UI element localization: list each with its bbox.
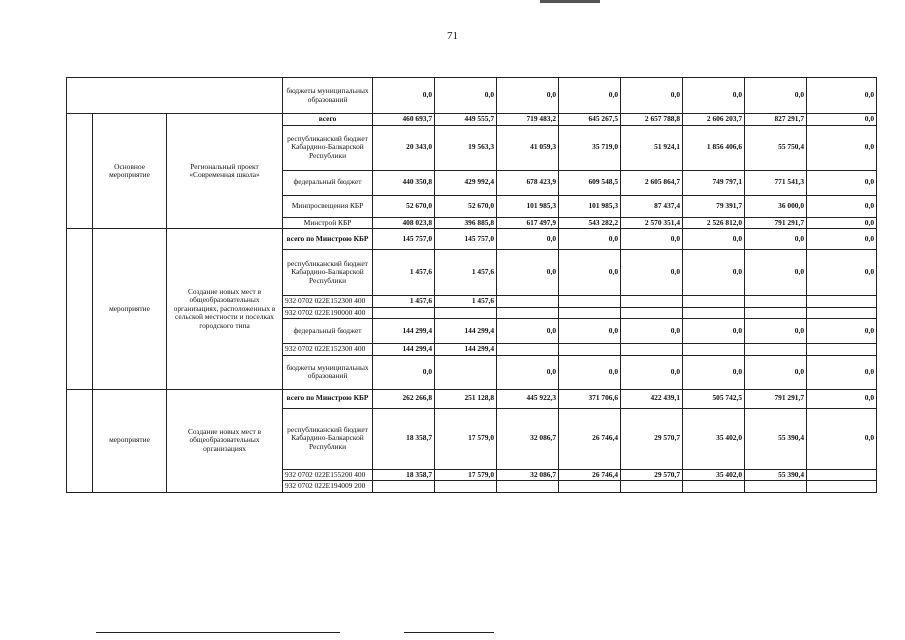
amount-cell: 422 439,1 xyxy=(621,389,683,408)
amount-cell: 0,0 xyxy=(373,78,435,114)
budget-table xyxy=(66,77,877,493)
amount-cell xyxy=(435,355,497,389)
amount-cell xyxy=(807,469,877,481)
amount-cell: 41 059,3 xyxy=(497,125,559,170)
amount-cell xyxy=(745,296,807,308)
amount-cell: 0,0 xyxy=(745,319,807,344)
amount-cell: 55 750,4 xyxy=(745,125,807,170)
amount-cell: 52 670,0 xyxy=(373,195,435,217)
amount-cell: 0,0 xyxy=(807,355,877,389)
amount-cell: 2 605 864,7 xyxy=(621,170,683,195)
budget-code: 932 0702 022E190000 400 xyxy=(283,307,373,319)
amount-cell: 2 657 788,8 xyxy=(621,114,683,126)
amount-cell: 18 358,7 xyxy=(373,408,435,469)
amount-cell: 609 548,5 xyxy=(559,170,621,195)
amount-cell: 0,0 xyxy=(621,355,683,389)
top-edge-mark xyxy=(540,0,600,3)
amount-cell: 35 402,0 xyxy=(683,469,745,481)
amount-cell: 55 390,4 xyxy=(745,469,807,481)
amount-cell: 251 128,8 xyxy=(435,389,497,408)
amount-cell xyxy=(497,307,559,319)
amount-cell: 19 563,3 xyxy=(435,125,497,170)
amount-cell: 0,0 xyxy=(559,78,621,114)
amount-cell: 26 746,4 xyxy=(559,408,621,469)
funding-source: всего по Минстрою КБР xyxy=(283,389,373,408)
funding-source: республиканский бюджет Кабардино-Балкарской Республики xyxy=(283,408,373,469)
amount-cell: 0,0 xyxy=(683,319,745,344)
amount-cell: 32 086,7 xyxy=(497,408,559,469)
table-row xyxy=(67,389,877,408)
amount-cell: 445 922,3 xyxy=(497,389,559,408)
amount-cell: 0,0 xyxy=(745,78,807,114)
amount-cell: 0,0 xyxy=(435,78,497,114)
amount-cell: 543 282,2 xyxy=(559,217,621,229)
amount-cell: 26 746,4 xyxy=(559,469,621,481)
activity-status: мероприятие xyxy=(93,389,167,492)
amount-cell: 32 086,7 xyxy=(497,469,559,481)
amount-cell xyxy=(559,344,621,356)
amount-cell: 0,0 xyxy=(621,78,683,114)
page-number: 71 xyxy=(447,30,458,42)
amount-cell: 20 343,0 xyxy=(373,125,435,170)
amount-cell: 449 555,7 xyxy=(435,114,497,126)
amount-cell: 35 402,0 xyxy=(683,408,745,469)
amount-cell: 429 992,4 xyxy=(435,170,497,195)
amount-cell xyxy=(373,481,435,493)
amount-cell: 0,0 xyxy=(497,78,559,114)
amount-cell xyxy=(559,307,621,319)
amount-cell: 101 985,3 xyxy=(497,195,559,217)
amount-cell xyxy=(807,307,877,319)
amount-cell xyxy=(621,344,683,356)
amount-cell: 79 391,7 xyxy=(683,195,745,217)
amount-cell xyxy=(497,296,559,308)
amount-cell: 2 606 203,7 xyxy=(683,114,745,126)
amount-cell: 29 570,7 xyxy=(621,408,683,469)
amount-cell xyxy=(807,481,877,493)
amount-cell xyxy=(745,481,807,493)
amount-cell: 0,0 xyxy=(807,229,877,250)
amount-cell: 617 497,9 xyxy=(497,217,559,229)
margin-cell xyxy=(67,229,93,390)
amount-cell: 1 457,6 xyxy=(435,296,497,308)
funding-source: федеральный бюджет xyxy=(283,170,373,195)
amount-cell: 460 693,7 xyxy=(373,114,435,126)
amount-cell: 0,0 xyxy=(683,229,745,250)
amount-cell: 505 742,5 xyxy=(683,389,745,408)
amount-cell: 0,0 xyxy=(497,229,559,250)
amount-cell: 144 299,4 xyxy=(435,344,497,356)
amount-cell: 101 985,3 xyxy=(559,195,621,217)
funding-source: всего xyxy=(283,114,373,126)
amount-cell: 0,0 xyxy=(559,319,621,344)
margin-cell xyxy=(67,114,93,229)
amount-cell: 0,0 xyxy=(621,250,683,296)
amount-cell: 791 291,7 xyxy=(745,217,807,229)
amount-cell: 791 291,7 xyxy=(745,389,807,408)
amount-cell: 0,0 xyxy=(373,355,435,389)
amount-cell: 645 267,5 xyxy=(559,114,621,126)
amount-cell: 371 706,6 xyxy=(559,389,621,408)
amount-cell: 0,0 xyxy=(621,319,683,344)
budget-code: 932 0702 022E152300 400 xyxy=(283,296,373,308)
funding-source: бюджеты муниципальных образований xyxy=(283,78,373,114)
funding-source: федеральный бюджет xyxy=(283,319,373,344)
amount-cell xyxy=(807,296,877,308)
amount-cell: 145 757,0 xyxy=(373,229,435,250)
amount-cell: 144 299,4 xyxy=(373,319,435,344)
amount-cell: 2 570 351,4 xyxy=(621,217,683,229)
activity-name: Региональный проект «Современная школа» xyxy=(167,114,283,229)
amount-cell: 36 000,0 xyxy=(745,195,807,217)
margin-cell xyxy=(67,389,93,492)
amount-cell: 0,0 xyxy=(745,229,807,250)
amount-cell: 0,0 xyxy=(807,195,877,217)
amount-cell xyxy=(683,307,745,319)
footer-line-right xyxy=(404,632,494,633)
amount-cell: 52 670,0 xyxy=(435,195,497,217)
amount-cell xyxy=(807,344,877,356)
amount-cell xyxy=(621,481,683,493)
amount-cell: 87 437,4 xyxy=(621,195,683,217)
amount-cell: 0,0 xyxy=(497,319,559,344)
amount-cell: 145 757,0 xyxy=(435,229,497,250)
amount-cell: 0,0 xyxy=(559,229,621,250)
budget-code: 932 0702 022E194009 200 xyxy=(283,481,373,493)
amount-cell: 17 579,0 xyxy=(435,408,497,469)
amount-cell: 0,0 xyxy=(559,355,621,389)
amount-cell: 0,0 xyxy=(807,319,877,344)
amount-cell xyxy=(683,296,745,308)
amount-cell: 678 423,9 xyxy=(497,170,559,195)
amount-cell: 0,0 xyxy=(807,250,877,296)
amount-cell: 0,0 xyxy=(807,408,877,469)
amount-cell: 827 291,7 xyxy=(745,114,807,126)
amount-cell: 0,0 xyxy=(497,355,559,389)
amount-cell: 440 350,8 xyxy=(373,170,435,195)
amount-cell xyxy=(745,307,807,319)
amount-cell: 55 390,4 xyxy=(745,408,807,469)
funding-source: республиканский бюджет Кабардино-Балкарской Республики xyxy=(283,125,373,170)
amount-cell: 0,0 xyxy=(807,217,877,229)
table-row xyxy=(67,114,877,126)
amount-cell: 0,0 xyxy=(807,125,877,170)
activity-status: мероприятие xyxy=(93,229,167,390)
amount-cell: 0,0 xyxy=(683,355,745,389)
amount-cell: 18 358,7 xyxy=(373,469,435,481)
amount-cell: 0,0 xyxy=(683,250,745,296)
amount-cell: 29 570,7 xyxy=(621,469,683,481)
amount-cell xyxy=(559,481,621,493)
table-row xyxy=(67,229,877,250)
amount-cell xyxy=(497,481,559,493)
amount-cell xyxy=(497,344,559,356)
activity-status: Основное мероприятие xyxy=(93,114,167,229)
amount-cell: 17 579,0 xyxy=(435,469,497,481)
amount-cell xyxy=(435,307,497,319)
amount-cell: 396 885,8 xyxy=(435,217,497,229)
amount-cell: 144 299,4 xyxy=(435,319,497,344)
amount-cell xyxy=(745,344,807,356)
amount-cell xyxy=(559,296,621,308)
amount-cell: 0,0 xyxy=(807,170,877,195)
amount-cell xyxy=(683,481,745,493)
footer-line-left xyxy=(96,632,340,633)
budget-code: 932 0702 022E155200 400 xyxy=(283,469,373,481)
amount-cell: 0,0 xyxy=(559,250,621,296)
funding-source: Минстрой КБР xyxy=(283,217,373,229)
amount-cell xyxy=(373,307,435,319)
funding-source: бюджеты муниципальных образований xyxy=(283,355,373,389)
amount-cell: 0,0 xyxy=(807,389,877,408)
stub-cell xyxy=(67,78,283,114)
amount-cell: 0,0 xyxy=(807,114,877,126)
funding-source: Минпросвещения КБР xyxy=(283,195,373,217)
amount-cell: 749 797,1 xyxy=(683,170,745,195)
amount-cell xyxy=(621,307,683,319)
amount-cell: 0,0 xyxy=(745,355,807,389)
amount-cell: 408 023,8 xyxy=(373,217,435,229)
activity-name: Создание новых мест в общеобразовательных организациях xyxy=(167,389,283,492)
amount-cell: 35 719,0 xyxy=(559,125,621,170)
amount-cell: 0,0 xyxy=(745,250,807,296)
amount-cell: 1 457,6 xyxy=(435,250,497,296)
amount-cell: 0,0 xyxy=(497,250,559,296)
amount-cell: 0,0 xyxy=(683,78,745,114)
funding-source: всего по Минстрою КБР xyxy=(283,229,373,250)
amount-cell: 1 856 406,6 xyxy=(683,125,745,170)
amount-cell: 144 299,4 xyxy=(373,344,435,356)
activity-name: Создание новых мест в общеобразовательных организациях, расположенных в сельской местности и поселках городского типа xyxy=(167,229,283,390)
amount-cell xyxy=(435,481,497,493)
amount-cell xyxy=(621,296,683,308)
amount-cell: 771 541,3 xyxy=(745,170,807,195)
amount-cell: 2 526 812,0 xyxy=(683,217,745,229)
budget-code: 932 0702 022E152300 400 xyxy=(283,344,373,356)
amount-cell: 0,0 xyxy=(807,78,877,114)
amount-cell: 51 924,1 xyxy=(621,125,683,170)
funding-source: республиканский бюджет Кабардино-Балкарской Республики xyxy=(283,250,373,296)
amount-cell: 1 457,6 xyxy=(373,296,435,308)
amount-cell: 262 266,8 xyxy=(373,389,435,408)
amount-cell: 1 457,6 xyxy=(373,250,435,296)
table-row xyxy=(67,78,877,114)
amount-cell xyxy=(683,344,745,356)
amount-cell: 0,0 xyxy=(621,229,683,250)
amount-cell: 719 483,2 xyxy=(497,114,559,126)
